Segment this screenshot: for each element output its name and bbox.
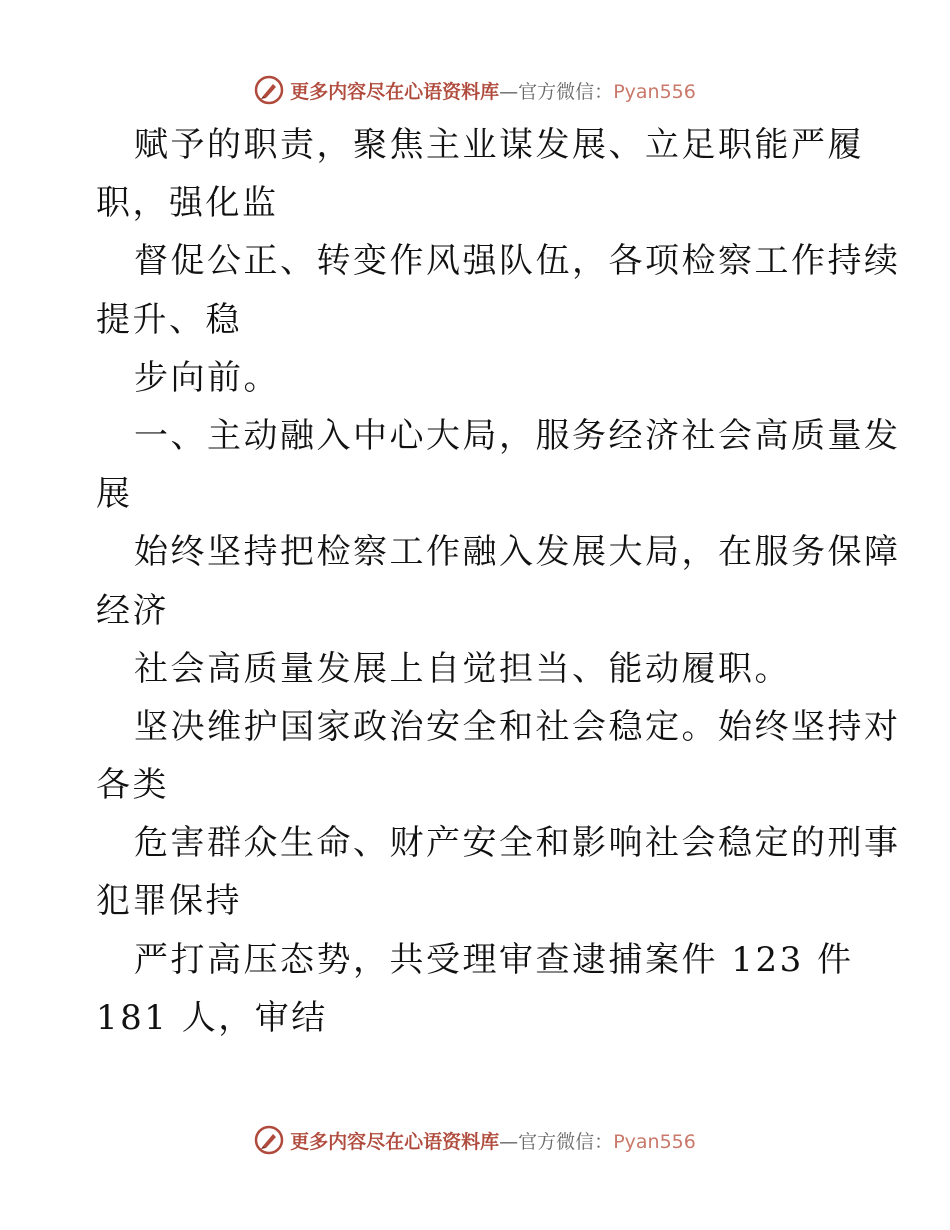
text-line: 社会高质量发展上自觉担当、能动履职。 [134, 648, 791, 689]
text-line: 犯罪保持 [96, 881, 242, 922]
text-line: 展 [96, 474, 133, 515]
header-watermark [0, 70, 950, 110]
text-line: 经济 [96, 590, 169, 631]
text-line: 步向前。 [134, 357, 280, 398]
watermark-separator: — [499, 80, 519, 103]
footer-watermark [0, 1120, 950, 1160]
text-line: 一、主动融入中心大局，服务经济社会高质量发 [134, 415, 901, 456]
watermark-brand: 更多内容尽在心语资料库 [290, 1130, 500, 1153]
watermark-id: Pyan556 [613, 80, 696, 103]
watermark-id: Pyan556 [613, 1130, 696, 1153]
pen-logo-icon [254, 75, 284, 105]
text-line: 严打高压态势，共受理审查逮捕案件 123 件 [134, 939, 854, 980]
document-body [96, 116, 901, 1047]
text-line: 职，强化监 [96, 183, 279, 224]
text-line: 危害群众生命、财产安全和影响社会稳定的刑事 [134, 823, 901, 864]
watermark-separator: — [499, 1130, 519, 1153]
watermark-text [290, 77, 696, 104]
text-line: 提升、稳 [96, 299, 242, 340]
watermark-brand: 更多内容尽在心语资料库 [290, 80, 500, 103]
text-line: 各类 [96, 765, 169, 806]
watermark-official: 官方微信： [518, 80, 614, 103]
pen-logo-icon [254, 1125, 284, 1155]
text-line: 坚决维护国家政治安全和社会稳定。始终坚持对 [134, 706, 901, 747]
watermark-text [290, 1127, 696, 1154]
text-line: 赋予的职责，聚焦主业谋发展、立足职能严履 [134, 125, 864, 165]
text-line: 始终坚持把检察工作融入发展大局，在服务保障 [134, 532, 901, 573]
text-line: 督促公正、转变作风强队伍，各项检察工作持续 [134, 241, 901, 282]
watermark-official: 官方微信： [518, 1130, 614, 1153]
text-line: 181 人，审结 [96, 997, 328, 1038]
